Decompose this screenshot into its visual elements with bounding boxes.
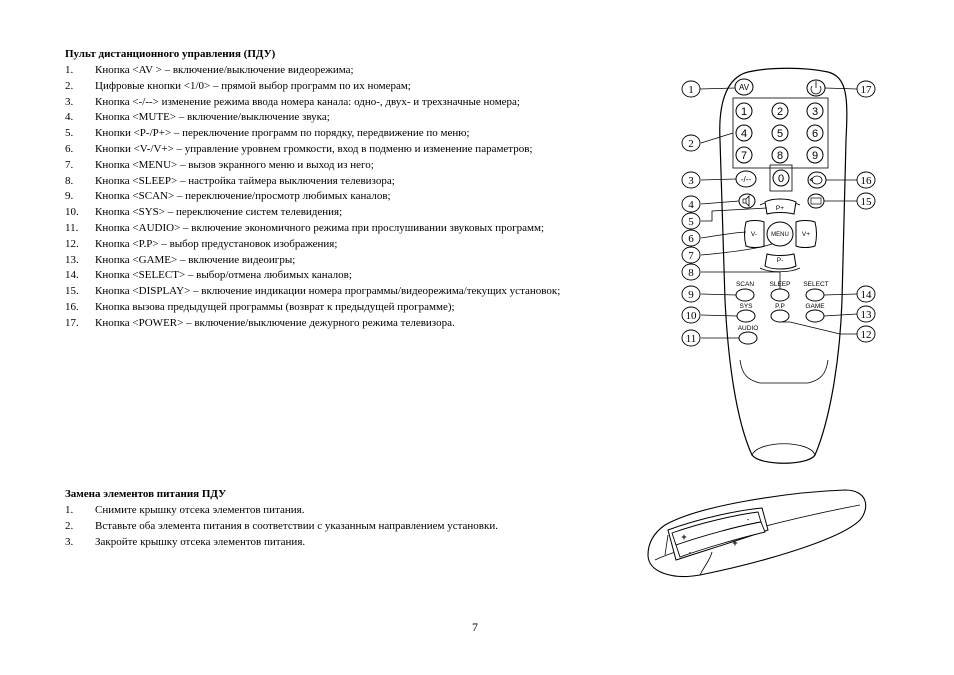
list-item-text: Кнопка <SCAN> – переключение/просмотр любимых каналов;	[95, 190, 391, 203]
callout-number: 3	[688, 175, 694, 187]
remote-control-illustration	[670, 62, 885, 472]
callout-number: 14	[860, 289, 872, 301]
digit-label: 7	[740, 150, 748, 162]
callout-number: 16	[860, 175, 872, 187]
remote-item-10	[65, 205, 560, 221]
remote-item-13	[65, 253, 560, 269]
callout-number: 1	[688, 84, 694, 96]
list-item-text: Цифровые кнопки <1/0> – прямой выбор программ по их номерам;	[95, 79, 411, 92]
callout-number: 4	[688, 199, 694, 211]
remote-item-9	[65, 189, 560, 205]
remote-section-title: Пульт дистанционного управления (ПДУ)	[65, 48, 276, 60]
callout-number: 9	[688, 289, 694, 301]
callout-number: 15	[860, 196, 872, 208]
list-item-text: Кнопка вызова предыдущей программы (возврат к предыдущей программе);	[95, 300, 455, 313]
sleep-button[interactable]	[771, 289, 789, 301]
callout-number: 2	[688, 138, 694, 150]
battery-step-2	[65, 518, 498, 534]
list-item-number: 2.	[65, 79, 74, 92]
sys-button[interactable]	[737, 310, 755, 322]
digit-label: 2	[776, 106, 784, 118]
display-button[interactable]	[808, 194, 824, 208]
list-item-number: 15.	[65, 285, 79, 298]
remote-item-16	[65, 300, 560, 316]
list-item-text: Вставьте оба элемента питания в соответствии с указанным направлением установки.	[95, 520, 498, 532]
battery-steps-list	[65, 502, 498, 550]
list-item-text: Кнопка <SELECT> – выбор/отмена любимых каналов;	[95, 269, 352, 282]
list-item-text: Кнопка <MUTE> – включение/выключение звука;	[95, 111, 330, 124]
digit-label: 1	[740, 106, 748, 118]
callout-number: 10	[685, 310, 697, 322]
list-item-number: 8.	[65, 174, 74, 187]
remote-item-5	[65, 126, 560, 142]
list-item-number: 6.	[65, 142, 74, 155]
remote-item-7	[65, 158, 560, 174]
remote-item-12	[65, 237, 560, 253]
list-item-number: 1.	[65, 504, 74, 516]
list-item-text: Снимите крышку отсека элементов питания.	[95, 504, 305, 516]
list-item-number: 14.	[65, 269, 79, 282]
v-minus-label: V-	[750, 231, 758, 238]
audio-button[interactable]	[739, 332, 757, 344]
remote-item-4	[65, 110, 560, 126]
list-item-number: 3.	[65, 536, 74, 548]
scan-label: SCAN	[735, 281, 755, 288]
callout-number: 8	[688, 267, 694, 279]
list-item-text: Кнопка <POWER> – включение/выключение дежурного режима телевизора.	[95, 316, 455, 329]
digit-label: 9	[811, 150, 819, 162]
callout-number: 6	[688, 233, 694, 245]
remote-item-2	[65, 79, 560, 95]
list-item-text: Кнопки <P-/P+> – переключение программ по порядку, передвижение по меню;	[95, 127, 470, 140]
remote-item-8	[65, 174, 560, 190]
remote-item-3	[65, 95, 560, 111]
av-label: AV	[738, 83, 750, 92]
v-plus-label: V+	[801, 231, 811, 238]
list-item-number: 16.	[65, 300, 79, 313]
p-plus-label: P+	[775, 205, 785, 212]
list-item-text: Кнопка <GAME> – включение видеоигры;	[95, 253, 296, 266]
callout-number: 5	[688, 216, 694, 228]
list-item-text: Кнопка <AUDIO> – включение экономичного режима при прослушивании звуковых программ;	[95, 221, 545, 234]
page-number: 7	[472, 620, 478, 634]
battery-compartment-illustration	[635, 485, 885, 580]
list-item-text: Кнопки <V-/V+> – управление уровнем громкости, вход в подменю и изменение параметров;	[95, 142, 533, 155]
list-item-text: Кнопка <SYS> – переключение систем телевидения;	[95, 206, 343, 219]
callout-number: 7	[688, 250, 694, 262]
digit-label: 5	[776, 128, 784, 140]
list-item-number: 2.	[65, 520, 74, 532]
remote-item-15	[65, 284, 560, 300]
pp-label: P.P	[775, 303, 785, 310]
list-item-number: 13.	[65, 253, 79, 266]
list-item-number: 17.	[65, 316, 79, 329]
list-item-text: Закройте крышку отсека элементов питания.	[95, 536, 306, 548]
list-item-number: 12.	[65, 237, 79, 250]
remote-buttons-list	[65, 63, 560, 332]
p-minus-label: P-	[776, 257, 784, 264]
list-item-number: 3.	[65, 95, 74, 108]
battery-section-title: Замена элементов питания ПДУ	[65, 488, 227, 500]
list-item-text: Кнопка <DISPLAY> – включение индикации номера программы/видеорежима/текущих установок;	[95, 285, 561, 298]
remote-item-11	[65, 221, 560, 237]
digit-label: 6	[811, 128, 819, 140]
list-item-text: Кнопка <P.P> – выбор предустановок изображения;	[95, 237, 338, 250]
list-item-text: Кнопка <-/--> изменение режима ввода номера канала: одно-, двух- и трехзначные номера;	[95, 95, 520, 108]
callout-number: 11	[685, 333, 697, 345]
battery-step-1	[65, 502, 498, 518]
list-item-number: 7.	[65, 158, 74, 171]
battery-minus-left: -	[746, 515, 750, 524]
remote-item-6	[65, 142, 560, 158]
remote-item-17	[65, 316, 560, 332]
game-button[interactable]	[806, 310, 824, 322]
list-item-text: Кнопка <SLEEP> – настройка таймера выключения телевизора;	[95, 174, 395, 187]
digit-label: 4	[740, 128, 748, 140]
mute-button[interactable]	[739, 194, 755, 208]
list-item-number: 1.	[65, 64, 74, 76]
battery-minus-right: -	[688, 548, 692, 557]
digit-label: 8	[776, 150, 784, 162]
sys-label: SYS	[739, 303, 753, 310]
list-item-number: 11.	[65, 221, 79, 234]
dash-label: -/--	[740, 175, 752, 184]
list-item-number: 5.	[65, 127, 74, 140]
battery-plus-left: +	[681, 532, 687, 542]
digit-label: 3	[811, 106, 819, 118]
list-item-number: 10.	[65, 206, 79, 219]
digit-label: 0	[777, 173, 785, 185]
battery-plus-right: +	[732, 538, 738, 548]
audio-label: AUDIO	[737, 325, 759, 332]
menu-label: MENU	[771, 232, 789, 238]
list-item-text: Кнопка <AV > – включение/выключение видеорежима;	[95, 64, 354, 76]
callout-number: 13	[860, 309, 872, 321]
list-item-text: Кнопка <MENU> – вызов экранного меню и выход из него;	[95, 158, 374, 171]
callout-number: 17	[860, 84, 872, 96]
callout-number: 12	[860, 329, 872, 341]
game-label: GAME	[805, 303, 825, 310]
list-item-number: 9.	[65, 190, 74, 203]
select-label: SELECT	[803, 281, 829, 288]
remote-item-14	[65, 268, 560, 284]
scan-button[interactable]	[736, 289, 754, 301]
pp-button[interactable]	[771, 310, 789, 322]
remote-item-1	[65, 63, 560, 79]
list-item-number: 4.	[65, 111, 74, 124]
select-button[interactable]	[806, 289, 824, 301]
battery-step-3	[65, 534, 498, 550]
sleep-label: SLEEP	[769, 281, 791, 288]
